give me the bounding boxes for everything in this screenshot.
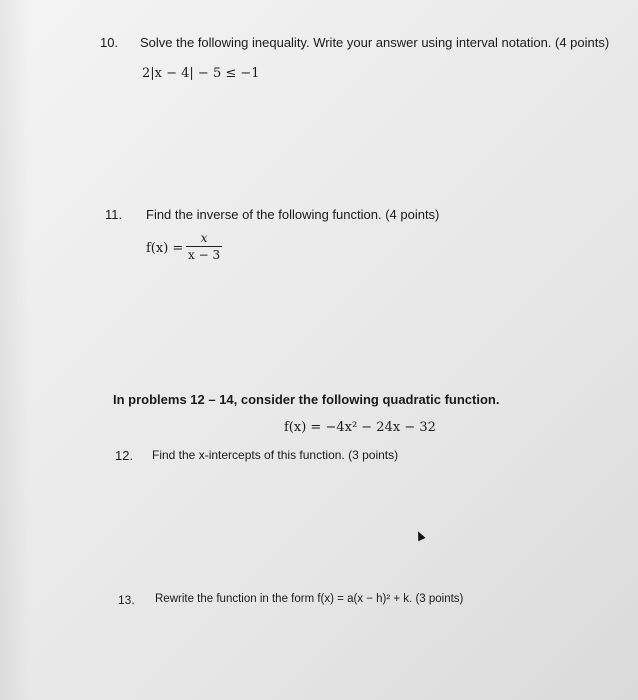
question-10-inequality: 2|x − 4| − 5 ≤ −1 <box>142 66 260 81</box>
question-10-prompt: Solve the following inequality. Write your answer using interval notation. (4 points) <box>140 35 610 50</box>
page-edge-shadow <box>0 0 30 700</box>
fraction-denominator: x − 3 <box>188 248 221 262</box>
mouse-cursor-icon <box>414 530 425 542</box>
question-13-number: 13. <box>118 593 135 607</box>
question-10-number: 10. <box>100 35 119 50</box>
fraction-bar <box>186 246 222 247</box>
question-12-prompt: Find the x-intercepts of this function. (3 points) <box>152 448 399 462</box>
question-11-prompt: Find the inverse of the following function. (4 points) <box>146 207 440 222</box>
question-13-prompt: Rewrite the function in the form f(x) = a(x − h)² + k. (3 points) <box>155 593 464 605</box>
question-12-number: 12. <box>115 448 134 463</box>
question-11-fraction <box>186 231 222 262</box>
quadratic-function: f(x) = −4x² − 24x − 32 <box>284 420 436 435</box>
question-11-number: 11. <box>105 207 123 222</box>
question-11-function-lhs: f(x) = <box>146 241 184 256</box>
fraction-numerator: x <box>200 231 208 245</box>
section-intro: In problems 12 – 14, consider the following quadratic function. <box>113 392 500 407</box>
